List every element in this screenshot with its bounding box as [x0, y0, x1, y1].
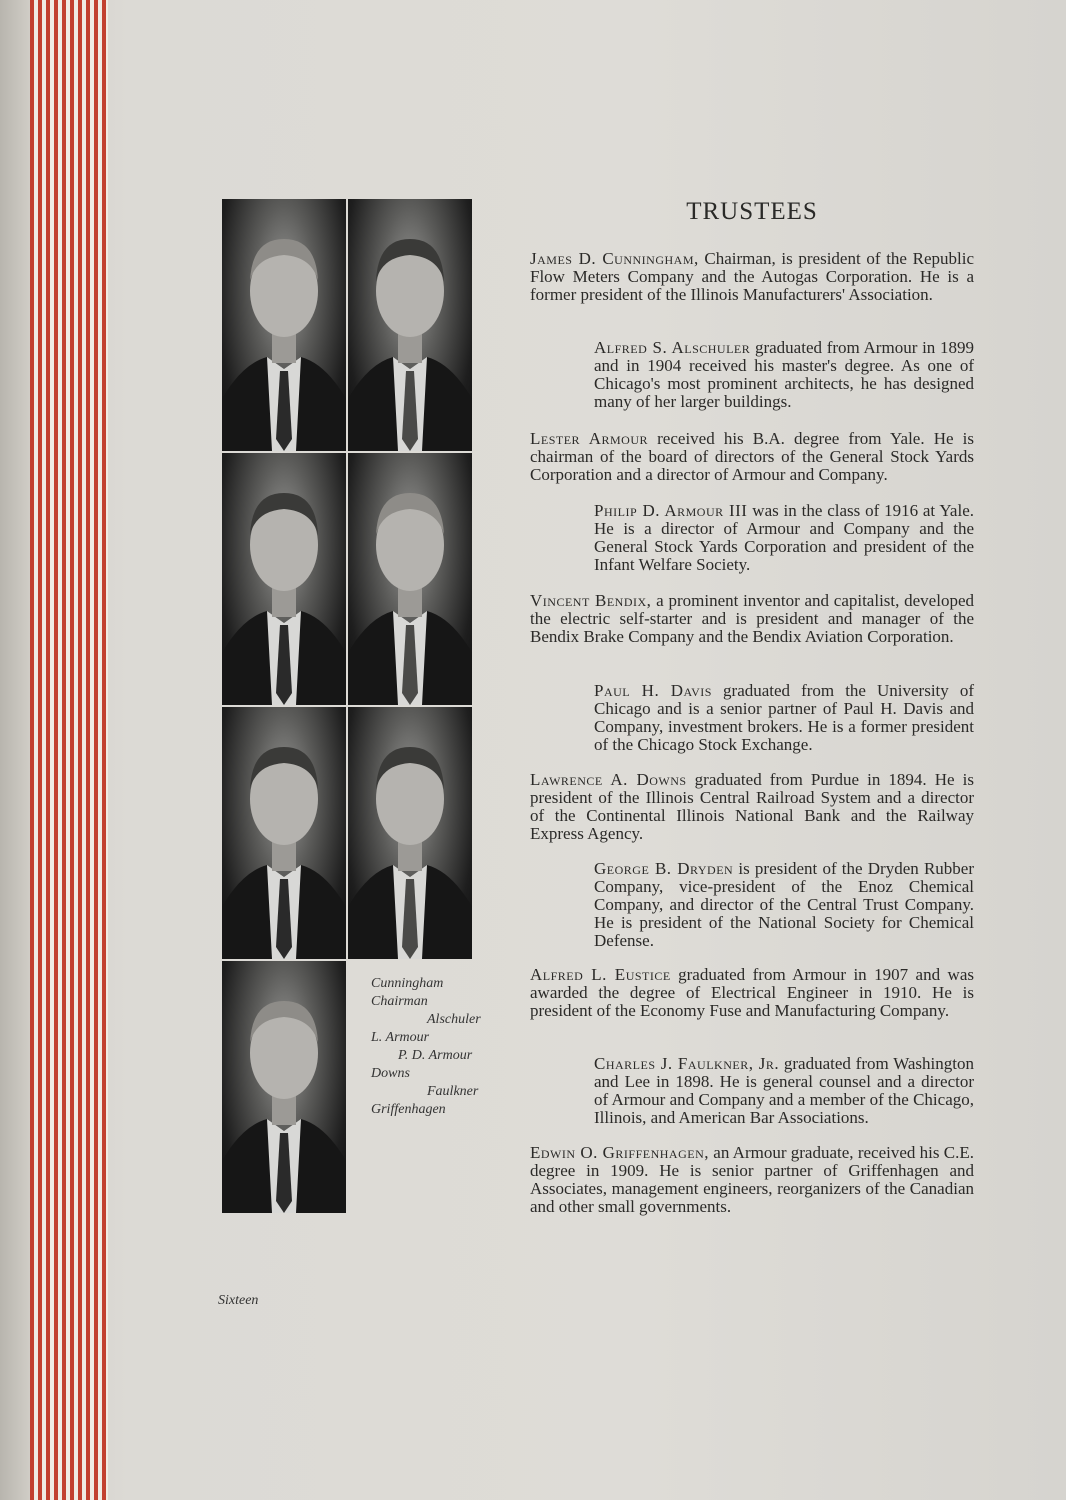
bio-dryden — [594, 860, 974, 950]
bio-eustice — [530, 966, 974, 1020]
caption-line: Griffenhagen — [371, 1102, 446, 1117]
portrait-silhouette — [348, 453, 472, 705]
portrait-faulkner — [348, 707, 472, 959]
bio-name: Lester Armour — [530, 429, 649, 448]
bio-griffenhagen — [530, 1144, 974, 1216]
bio-text: a prominent inventor and capitalist, developed the electric self-starter and is president and manager of the Bendix Brake Company and the Bendix Aviation Corporation. — [530, 591, 974, 646]
bio-name: Edwin O. Griffenhagen, — [530, 1143, 709, 1162]
caption-line: Alschuler — [427, 1012, 481, 1027]
bio-alschuler — [594, 339, 974, 411]
portrait-silhouette — [222, 199, 346, 451]
bio-text: graduated from Armour in 1899 and in 1904 received his master's degree. As one of Chicago's most prominent architects, he has designed many of her larger buildings. — [594, 338, 974, 411]
bio-text: graduated from Armour in 1907 and was awarded the degree of Electrical Engineer in 1910. He is president of the Economy Fuse and Manufacturing Company. — [530, 965, 974, 1020]
portrait-silhouette — [222, 707, 346, 959]
bio-faulkner — [594, 1055, 974, 1127]
bio-bendix — [530, 592, 974, 646]
bio-p-d-armour — [594, 502, 974, 574]
caption-line: Downs — [371, 1066, 410, 1081]
red-striped-border — [30, 0, 108, 1500]
bio-name: Paul H. Davis — [594, 681, 712, 700]
bio-text: is president of the Dryden Rubber Company, vice-president of the Enoz Chemical Company, and director of the Central Trust Company. He is president of the National Society for Chemical Defense. — [594, 859, 974, 950]
bio-l-armour — [530, 430, 974, 484]
portrait-captions — [371, 975, 491, 1119]
caption-line: Chairman — [371, 994, 428, 1009]
portrait-silhouette — [348, 707, 472, 959]
bio-name: Vincent Bendix, — [530, 591, 652, 610]
portrait-p-d-armour — [348, 453, 472, 705]
bio-name: Charles J. Faulkner, Jr. — [594, 1054, 780, 1073]
bio-text: graduated from the University of Chicago and is a senior partner of Paul H. Davis and Company, investment brokers. He is a former president of the Chicago Stock Exchange. — [594, 681, 974, 754]
bio-downs — [530, 771, 974, 843]
portrait-silhouette — [222, 961, 346, 1213]
bio-text: graduated from Washington and Lee in 1898. He is general counsel and a director of Armour and Company and a member of the Chicago, Illinois, and American Bar Associations. — [594, 1054, 974, 1127]
bio-name: Lawrence A. Downs — [530, 770, 687, 789]
caption-line: L. Armour — [371, 1030, 430, 1045]
bio-name: George B. Dryden — [594, 859, 734, 878]
portrait-alschuler — [348, 199, 472, 451]
bio-name: Alfred S. Alschuler — [594, 338, 751, 357]
bio-name: Philip D. Armour III — [594, 501, 748, 520]
portrait-l-armour — [222, 453, 346, 705]
bio-text: an Armour graduate, received his C.E. degree in 1909. He is senior partner of Griffenhagen and Associates, management engineers, reorganizers of the Canadian and other small governments. — [530, 1143, 975, 1216]
caption-line: P. D. Armour — [398, 1048, 473, 1063]
bio-text: received his B.A. degree from Yale. He is chairman of the board of directors of the General Stock Yards Corporation and a director of Armour and Company. — [530, 429, 974, 484]
bio-name: Alfred L. Eustice — [530, 965, 671, 984]
page-number: Sixteen — [218, 1293, 259, 1308]
portrait-silhouette — [222, 453, 346, 705]
bio-text: was in the class of 1916 at Yale. He is a director of Armour and Company and the General Stock Yards Corporation and president of the Infant Welfare Society. — [594, 501, 974, 574]
caption-line: Faulkner — [427, 1084, 479, 1099]
bio-text: Chairman, is president of the Republic Flow Meters Company and the Autogas Corporation. He is a former president of the Illinois Manufacturers' Association. — [530, 249, 975, 304]
bio-davis — [594, 682, 974, 754]
bio-text: graduated from Purdue in 1894. He is president of the Illinois Central Railroad System and a director of the Continental Illinois National Bank and the Railway Express Agency. — [530, 770, 974, 843]
portrait-downs — [222, 707, 346, 959]
portrait-silhouette — [348, 199, 472, 451]
bio-cunningham — [530, 250, 974, 304]
page-title: TRUSTEES — [686, 198, 818, 225]
portrait-griffenhagen — [222, 961, 346, 1213]
caption-line: Cunningham — [371, 976, 444, 991]
bio-name: James D. Cunningham, — [530, 249, 699, 268]
binding-edge — [0, 0, 30, 1500]
portrait-cunningham — [222, 199, 346, 451]
